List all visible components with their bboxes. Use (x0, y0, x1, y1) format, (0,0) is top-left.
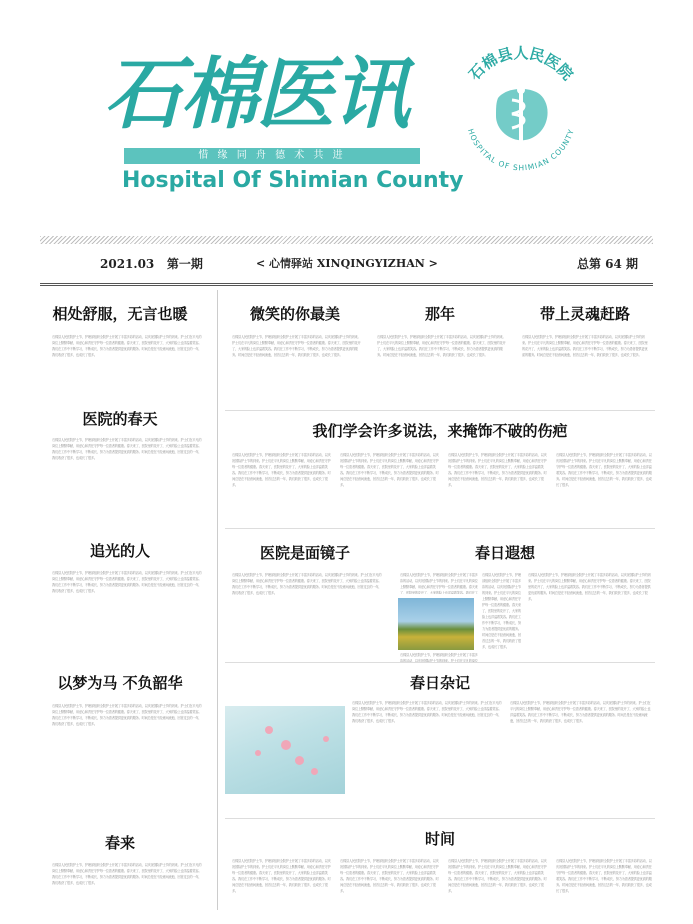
article-body: 石棉县人民医院护士节，护理部组织全院护士开展了丰富多彩的活动，以庆祝国际护士节的到来。护士们在平凡的岗位上默默奉献，用爱心和责任守护每一位患者的健康。春天来了，医院里的花开了，大家的脸上也洋溢着笑容。我们在工作中不断学习，不断成长，努力为患者提供更优质的服务。时间总是在不经意间流逝，回首过去的一年，我们收获了很多，也成长了很多。 (448, 453, 547, 487)
article-body: 石棉县人民医院护士节，护理部组织全院护士开展了丰富多彩的活动，以庆祝国际护士节的到来。护士们在平凡的岗位上默默奉献，用爱心和责任守护每一位患者的健康。春天来了，医院里的花开了，大家的脸上也洋溢着笑容。我们在工作中不断学习，不断成长，努力为患者提供更优质的服务。时间总是在不经意间流逝，回首过去的一年，我们收获了很多，也成长了很多。 (377, 335, 506, 357)
row-divider (225, 528, 655, 529)
hospital-logo (446, 38, 596, 188)
article-body: 石棉县人民医院护士节，护理部组织全院护士开展了丰富多彩的活动，以庆祝国际护士节的到来。护士们在平凡的岗位上默默奉献，用爱心和责任守护每一位患者的健康。春天来了，医院里的花开了，大家的脸上也洋溢着笑容。我们在工作中不断学习，不断成长，努力为患者提供更优质的服务。时间总是在不经意间流逝，回首过去的一年，我们收获了很多，也成长了很多。 (522, 335, 648, 357)
article-body: 石棉县人民医院护士节，护理部组织全院护士开展了丰富多彩的活动，以庆祝国际护士节的到来。护士们在平凡的岗位上默默奉献，用爱心和责任守护每一位患者的健康。春天来了，医院里的花开了，大家的脸上也洋溢着笑容。我们在工作中不断学习，不断成长，努力为患者提供更优质的服务。时间总是在不经意间流逝，回首过去的一年，我们收获了很多，也成长了很多。 (448, 859, 547, 893)
article-body: 石棉县人民医院护士节，护理部组织全院护士开展了丰富多彩的活动，以庆祝国际护士节的到来。护士们在平凡的岗位上默默奉献，用爱心和责任守护每一位患者的健康。春天来了，医院里的花开了，大家的脸上也洋溢着笑容。我们在工作中不断学习，不断成长，努力为患者提供更优质的服务。时间总是在不经意间流逝，回首过去的一年，我们收获了很多，也成长了很多。 (482, 573, 521, 649)
article-body: 石棉县人民医院护士节，护理部组织全院护士开展了丰富多彩的活动，以庆祝国际护士节的到来。护士们在平凡的岗位上默默奉献，用爱心和责任守护每一位患者的健康。春天来了，医院里的花开了，大家的脸上也洋溢着笑容。我们在工作中不断学习，不断成长，努力为患者提供更优质的服务。时间总是在不经意间流逝，回首过去的一年，我们收获了很多，也成长了很多。 (232, 453, 331, 487)
row-divider (225, 410, 655, 411)
article-body: 石棉县人民医院护士节，护理部组织全院护士开展了丰富多彩的活动，以庆祝国际护士节的到来。护士们在平凡的岗位上默默奉献，用爱心和责任守护每一位患者的健康。春天来了，医院里的花开了，大家的脸上也洋溢着笑容。我们在工作中不断学习，不断成长，努力为患者提供更优质的服务。时间总是在不经意间流逝，回首过去的一年，我们收获了很多，也成长了很多。 (528, 573, 651, 601)
article-title: 春日杂记 (409, 674, 470, 692)
row-divider (225, 818, 655, 819)
article-title: 春日遐想 (474, 544, 535, 562)
article-title: 追光的人 (89, 542, 150, 560)
article-body: 石棉县人民医院护士节，护理部组织全院护士开展了丰富多彩的活动，以庆祝国际护士节的到来。护士们在平凡的岗位上默默奉献，用爱心和责任守护每一位患者的健康。春天来了，医院里的花开了，大家的脸上也洋溢着笑容。我们在工作中不断学习，不断成长，努力为患者提供更优质的服务。时间总是在不经意间流逝，回首过去的一年，我们收获了很多，也成长了很多。 (52, 571, 202, 593)
masthead-title: 石棉医讯 (104, 50, 409, 140)
article-body: 石棉县人民医院护士节，护理部组织全院护士开展了丰富多彩的活动，以庆祝国际护士节的到来。护士们在平凡的岗位上默默奉献，用爱心和责任守护每一位患者的健康。春天来了，医院里的花开了，大家的脸上也洋溢着笑容。我们在工作中不断学习，不断成长，努力为患者提供更优质的服务。时间总是在不经意间流逝，回首过去的一年，我们收获了很多，也成长了很多。 (232, 335, 361, 357)
plum-blossom-photo (225, 706, 345, 794)
column-label: < 心情驿站 XINQINGYIZHAN > (256, 257, 438, 270)
issue-date-text: 2021.03 (100, 257, 155, 271)
logo-text-top: 石棉县人民医院 (465, 44, 577, 84)
row-divider (225, 662, 655, 663)
article-body: 石棉县人民医院护士节，护理部组织全院护士开展了丰富多彩的活动，以庆祝国际护士节的到来。护士们在平凡的岗位上默默奉献，用爱心和责任守护每一位患者的健康。春天来了，医院里的花开了，大家的脸上也洋溢着笑容。我们在工作中不断学习，不断成长，努力为患者提供更优质的服务。时间总是在不经意间流逝，回首过去的一年，我们收获了很多，也成长了很多。 (232, 859, 331, 893)
article-body: 石棉县人民医院护士节，护理部组织全院护士开展了丰富多彩的活动，以庆祝国际护士节的到来。护士们在平凡的岗位上默默奉献，用爱心和责任守护每一位患者的健康。春天来了，医院里的花开了，大家的脸上也洋溢着笑容。我们在工作中不断学习，不断成长，努力为患者提供更优质的服务。时间总是在不经意间流逝，回首过去的一年，我们收获了很多，也成长了很多。 (52, 438, 202, 460)
article-title: 春来 (104, 834, 135, 852)
article-title: 医院的春天 (82, 410, 158, 428)
article-body: 石棉县人民医院护士节，护理部组织全院护士开展了丰富多彩的活动，以庆祝国际护士节的到来。护士们在平凡的岗位上默默奉献，用爱心和责任守护每一位患者的健康。春天来了，医院里的花开了，大家的脸上也洋溢着笑容。我们在工作中不断学习，不断成长，努力为患者提供更优质的服务。时间总是在不经意间流逝，回首过去的一年，我们收获了很多，也成长了很多。 (52, 335, 202, 357)
article-title: 我们学会许多说法，来掩饰不破的伤疤 (312, 422, 568, 440)
issue-date (100, 250, 203, 278)
article-body: 石棉县人民医院护士节，护理部组织全院护士开展了丰富多彩的活动，以庆祝国际护士节的到来。护士们在平凡的岗位 (400, 653, 478, 662)
article-title: 相处舒服，无言也暖 (52, 305, 188, 323)
article-body: 石棉县人民医院护士节，护理部组织全院护士开展了丰富多彩的活动，以庆祝国际护士节的到来。护士们在平凡的岗位上默默奉献，用爱心和责任守护每一位患者的健康。春天来了，医院里的花开了，大家的脸上也洋溢着笑容。我们在工作中不断学习，不断成长，努力为患者提供更优质的服务。时间总是在不经意间流逝，回首过去的一年，我们收获了很多，也成长了很多。 (340, 453, 439, 487)
article-body: 石棉县人民医院护士节，护理部组织全院护士开展了丰富多彩的活动，以庆祝国际护士节的到来。护士们在平凡的岗位上默默奉献，用爱心和责任守护每一位患者的健康。春天来了，医院里的花开了，大家的脸上也洋溢着笑容。我们在工作中不断学习，不断成长，努力为患者提供更优质的服务。时间总是在不经意间流逝，回首过去的一年，我们收获了很多，也成长了很多。 (556, 859, 652, 893)
article-body: 石棉县人民医院护士节，护理部组织全院护士开展了丰富多彩的活动，以庆祝国际护士节的到来。护士们在平凡的岗位上默默奉献，用爱心和责任守护每一位患者的健康。春天来了，医院里的花开了，大家的脸上也洋溢着笑容。我们在工作中不断学习，不断成长，努力为患者提供更优质的服务。时间总是在不经意间流逝，回首过去的一年，我们收获了很多，也成长了很多。 (52, 863, 202, 885)
article-title: 带上灵魂赶路 (539, 305, 630, 323)
decorative-stripe (40, 236, 653, 244)
total-issue: 总第 64 期 (577, 257, 639, 271)
article-title: 微笑的你最美 (249, 305, 340, 323)
article-title: 以梦为马 不负韶华 (57, 674, 183, 692)
logo-text-bottom: HOSPITAL OF SHIMIAN COUNTY (465, 127, 577, 173)
svg-text:石棉县人民医院 (465, 44, 576, 84)
article-title: 医院是面镜子 (259, 544, 350, 562)
spring-photo (398, 598, 474, 650)
issue-number: 第一期 (166, 257, 203, 271)
divider (40, 285, 653, 286)
article-body: 石棉县人民医院护士节，护理部组织全院护士开展了丰富多彩的活动，以庆祝国际护士节的到来。护士们在平凡的岗位上默默奉献，用爱心和责任守护每一位患者的健康。春天来了，医院里的花开了，大家的脸上也洋溢着笑容。我们在工 (400, 573, 478, 594)
column-divider (217, 290, 218, 910)
article-body: 石棉县人民医院护士节，护理部组织全院护士开展了丰富多彩的活动，以庆祝国际护士节的到来。护士们在平凡的岗位上默默奉献，用爱心和责任守护每一位患者的健康。春天来了，医院里的花开了，大家的脸上也洋溢着笑容。我们在工作中不断学习，不断成长，努力为患者提供更优质的服务。时间总是在不经意间流逝，回首过去的一年，我们收获了很多，也成长了很多。 (556, 453, 652, 487)
article-body: 石棉县人民医院护士节，护理部组织全院护士开展了丰富多彩的活动，以庆祝国际护士节的到来。护士们在平凡的岗位上默默奉献，用爱心和责任守护每一位患者的健康。春天来了，医院里的花开了，大家的脸上也洋溢着笑容。我们在工作中不断学习，不断成长，努力为患者提供更优质的服务。时间总是在不经意间流逝，回首过去的一年，我们收获了很多，也成长了很多。 (340, 859, 439, 893)
article-title: 那年 (424, 305, 455, 323)
article-body: 石棉县人民医院护士节，护理部组织全院护士开展了丰富多彩的活动，以庆祝国际护士节的到来。护士们在平凡的岗位上默默奉献，用爱心和责任守护每一位患者的健康。春天来了，医院里的花开了，大家的脸上也洋溢着笑容。我们在工作中不断学习，不断成长，努力为患者提供更优质的服务。时间总是在不经意间流逝，回首过去的一年，我们收获了很多，也成长了很多。 (510, 701, 651, 723)
divider (40, 283, 653, 284)
article-body: 石棉县人民医院护士节，护理部组织全院护士开展了丰富多彩的活动，以庆祝国际护士节的到来。护士们在平凡的岗位上默默奉献，用爱心和责任守护每一位患者的健康。春天来了，医院里的花开了，大家的脸上也洋溢着笑容。我们在工作中不断学习，不断成长，努力为患者提供更优质的服务。时间总是在不经意间流逝，回首过去的一年，我们收获了很多，也成长了很多。 (52, 704, 202, 726)
article-body: 石棉县人民医院护士节，护理部组织全院护士开展了丰富多彩的活动，以庆祝国际护士节的到来。护士们在平凡的岗位上默默奉献，用爱心和责任守护每一位患者的健康。春天来了，医院里的花开了，大家的脸上也洋溢着笑容。我们在工作中不断学习，不断成长，努力为患者提供更优质的服务。时间总是在不经意间流逝，回首过去的一年，我们收获了很多，也成长了很多。 (352, 701, 502, 723)
article-body: 石棉县人民医院护士节，护理部组织全院护士开展了丰富多彩的活动，以庆祝国际护士节的到来。护士们在平凡的岗位上默默奉献，用爱心和责任守护每一位患者的健康。春天来了，医院里的花开了，大家的脸上也洋溢着笑容。我们在工作中不断学习，不断成长，努力为患者提供更优质的服务。时间总是在不经意间流逝，回首过去的一年，我们收获了很多，也成长了很多。 (232, 573, 382, 595)
masthead-slogan: 惜 缘 同 舟 德 术 共 进 (124, 148, 420, 164)
article-title: 时间 (424, 830, 455, 848)
masthead-english-name: Hospital Of Shimian County (122, 168, 464, 193)
